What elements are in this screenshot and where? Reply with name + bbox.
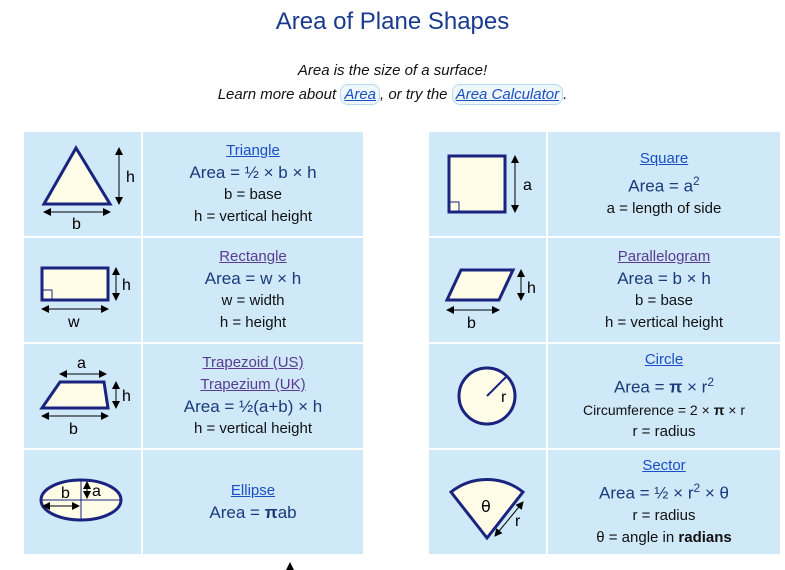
rectangle-cell-text: [143, 238, 363, 342]
sector-row: [429, 450, 780, 554]
area-calculator-link[interactable]: Area Calculator: [452, 84, 563, 105]
rectangle-h-label: h: [122, 277, 131, 294]
circle-formula-pi: π: [669, 377, 683, 397]
intro-prefix: Learn more about: [217, 86, 337, 103]
circle-cell-image: [429, 344, 546, 448]
circle-circ-prefix: Circumference = 2 ×: [582, 401, 714, 418]
parallelogram-link[interactable]: Parallelogram: [617, 248, 711, 265]
triangle-icon: [24, 132, 141, 236]
right-shapes-table: [427, 130, 782, 556]
sector-formula-prefix: Area = ½ × r: [598, 483, 694, 503]
rectangle-icon: [24, 238, 141, 342]
rectangle-link[interactable]: Rectangle: [219, 248, 287, 265]
square-formula-prefix: Area = a: [628, 176, 694, 196]
sector-formula-sup: 2: [693, 481, 701, 496]
triangle-b-label: b: [72, 216, 81, 233]
circle-r-label: r: [501, 389, 507, 406]
square-row: [429, 132, 780, 236]
ellipse-cell-image: [24, 450, 141, 554]
triangle-cell-image: [24, 132, 141, 236]
square-cell-text: [548, 132, 780, 236]
circle-line2: r = radius: [632, 422, 696, 440]
circle-line1: [548, 399, 780, 421]
ellipse-formula-pi: π: [264, 503, 278, 522]
sector-line2: [548, 527, 780, 549]
trapezium-uk-link[interactable]: Trapezium (UK): [200, 376, 306, 393]
circle-row: [429, 344, 780, 448]
intro-middle: , or try the: [380, 86, 448, 103]
triangle-link[interactable]: Triangle: [226, 142, 280, 159]
sector-line2-bold: radians: [678, 528, 732, 546]
sector-r-label: r: [515, 513, 521, 530]
parallelogram-icon: [429, 238, 546, 342]
rectangle-line1: w = width: [221, 292, 285, 309]
trapezoid-line1: h = vertical height: [194, 420, 312, 437]
circle-formula-mid: × r: [682, 377, 708, 397]
parallelogram-line2: h = vertical height: [605, 314, 723, 331]
sector-line2-prefix: θ = angle in: [596, 528, 679, 546]
square-formula: [548, 170, 780, 198]
circle-formula-sup: 2: [707, 375, 715, 390]
parallelogram-line1: b = base: [635, 292, 693, 309]
intro-line-2: [0, 84, 785, 105]
square-line1: a = length of side: [606, 199, 722, 217]
circle-circ-pi: π: [713, 401, 725, 418]
rectangle-formula: Area = w × h: [204, 269, 302, 288]
rectangle-w-label: w: [68, 314, 80, 331]
trapezoid-us-link[interactable]: Trapezoid (US): [202, 354, 304, 371]
circle-cell-text: [548, 344, 780, 448]
rectangle-line2: h = height: [219, 314, 287, 331]
trapezoid-row: [24, 344, 363, 448]
sector-cell-text: [548, 450, 780, 554]
sector-formula: [548, 477, 780, 505]
ellipse-b-label: b: [61, 485, 70, 502]
circle-formula: [548, 371, 780, 399]
parallelogram-row: [429, 238, 780, 342]
parallelogram-cell-image: [429, 238, 546, 342]
sector-theta-label: θ: [481, 497, 491, 516]
triangle-cell-text: [143, 132, 363, 236]
ellipse-row: [24, 450, 363, 554]
intro-suffix: .: [563, 86, 568, 103]
trapezoid-h-label: h: [122, 388, 131, 405]
trapezoid-cell-text: [143, 344, 363, 448]
square-cell-image: [429, 132, 546, 236]
ellipse-icon: [24, 450, 141, 554]
trapezoid-icon: [24, 344, 141, 448]
parallelogram-b-label: b: [467, 315, 476, 332]
rectangle-row: [24, 238, 363, 342]
circle-link[interactable]: Circle: [644, 351, 684, 369]
ellipse-formula: [143, 502, 363, 524]
rectangle-cell-image: [24, 238, 141, 342]
intro-line-1: Area is the size of a surface!: [297, 62, 488, 79]
sector-icon: [429, 450, 546, 554]
sector-line1: r = radius: [632, 506, 696, 524]
circle-icon: [429, 344, 546, 448]
circle-formula-prefix: Area =: [613, 377, 670, 397]
ellipse-formula-suffix: ab: [277, 503, 297, 522]
parallelogram-h-label: h: [527, 280, 536, 297]
triangle-line1: b = base: [224, 186, 282, 203]
sector-cell-image: [429, 450, 546, 554]
trapezoid-formula: Area = ½(a+b) × h: [183, 397, 323, 416]
ellipse-link[interactable]: Ellipse: [230, 482, 276, 499]
trapezoid-cell-image: [24, 344, 141, 448]
triangle-row: [24, 132, 363, 236]
sector-formula-suffix: × θ: [700, 483, 730, 503]
ellipse-a-label: a: [92, 483, 101, 500]
trapezoid-b-label: b: [69, 421, 78, 438]
ellipse-formula-prefix: Area =: [209, 503, 265, 522]
triangle-line2: h = vertical height: [194, 208, 312, 225]
triangle-h-label: h: [126, 169, 135, 186]
parallelogram-cell-text: [548, 238, 780, 342]
parallelogram-formula: Area = b × h: [617, 269, 711, 288]
arrow-up-icon: [286, 562, 294, 570]
square-link[interactable]: Square: [639, 150, 689, 168]
circle-circ-suffix: × r: [724, 401, 746, 418]
square-a-label: a: [523, 177, 532, 194]
square-formula-sup: 2: [693, 174, 700, 189]
trapezoid-a-label: a: [77, 355, 86, 372]
triangle-formula: Area = ½ × b × h: [189, 163, 317, 182]
area-link[interactable]: Area: [340, 84, 380, 105]
left-shapes-table: [22, 130, 365, 556]
page-title: Area of Plane Shapes: [275, 8, 510, 35]
ellipse-cell-text: [143, 450, 363, 554]
sector-link[interactable]: Sector: [642, 457, 686, 475]
square-icon: [429, 132, 546, 236]
